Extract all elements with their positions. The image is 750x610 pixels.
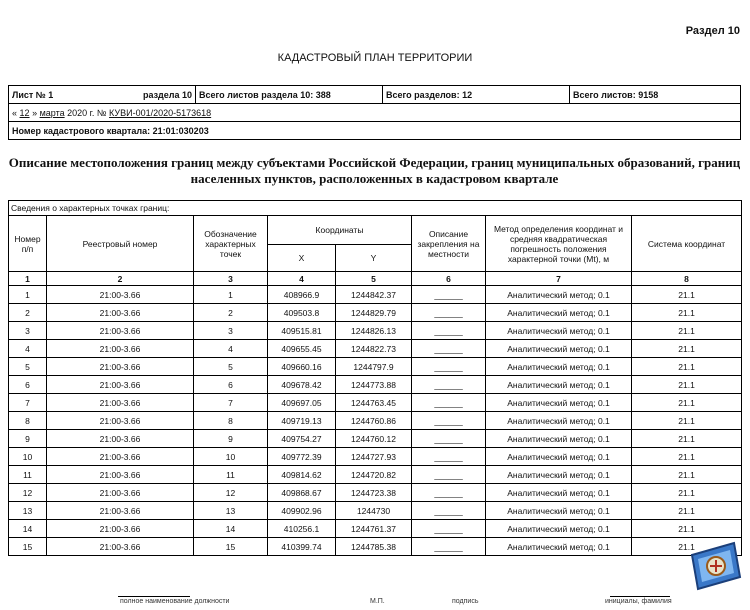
- col-x-header: X: [268, 245, 336, 272]
- coord-system: 21.1: [632, 286, 742, 304]
- column-index: 6: [412, 272, 486, 286]
- method-accuracy: Аналитический метод; 0.1: [486, 538, 632, 556]
- point-label: 12: [194, 484, 268, 502]
- footer-position-label: полное наименование должности: [120, 598, 230, 605]
- registry-number: 21:00-3.66: [47, 520, 194, 538]
- point-label: 5: [194, 358, 268, 376]
- registry-number: 21:00-3.66: [47, 376, 194, 394]
- row-number: 10: [9, 448, 47, 466]
- point-label: 9: [194, 430, 268, 448]
- column-index: 3: [194, 272, 268, 286]
- row-number: 11: [9, 466, 47, 484]
- coord-x: 409697.05: [268, 394, 336, 412]
- number-label: №: [96, 107, 107, 118]
- method-accuracy: Аналитический метод; 0.1: [486, 304, 632, 322]
- table-row: [9, 502, 742, 520]
- date-close-quote: »: [32, 107, 38, 118]
- sheet-number: Лист № 1: [12, 89, 54, 100]
- coord-system: 21.1: [632, 448, 742, 466]
- col-y-header: Y: [336, 245, 412, 272]
- footer-initials-label: инициалы, фамилия: [605, 598, 672, 605]
- col-point-header: Обозначение характерных точек: [194, 216, 268, 272]
- method-accuracy: Аналитический метод; 0.1: [486, 430, 632, 448]
- row-number: 4: [9, 340, 47, 358]
- table-row: [9, 286, 742, 304]
- fixation-description: ______: [412, 358, 486, 376]
- method-accuracy: Аналитический метод; 0.1: [486, 484, 632, 502]
- column-number-row: [9, 272, 742, 286]
- fixation-description: ______: [412, 340, 486, 358]
- column-index: 2: [47, 272, 194, 286]
- coord-x: 409754.27: [268, 430, 336, 448]
- method-accuracy: Аналитический метод; 0.1: [486, 412, 632, 430]
- coord-y: 1244826.13: [336, 322, 412, 340]
- coord-y: 1244842.37: [336, 286, 412, 304]
- coord-x: 409814.62: [268, 466, 336, 484]
- table-row: [9, 484, 742, 502]
- column-index: 5: [336, 272, 412, 286]
- table-row: [9, 448, 742, 466]
- fixation-description: ______: [412, 412, 486, 430]
- coord-x: 409503.8: [268, 304, 336, 322]
- point-label: 8: [194, 412, 268, 430]
- coord-y: 1244723.38: [336, 484, 412, 502]
- date-year: 2020 г.: [67, 107, 95, 118]
- col-coords-header: Координаты: [268, 216, 412, 245]
- coord-x: 409772.39: [268, 448, 336, 466]
- fixation-description: ______: [412, 376, 486, 394]
- table-row: [9, 430, 742, 448]
- row-number: 15: [9, 538, 47, 556]
- method-accuracy: Аналитический метод; 0.1: [486, 520, 632, 538]
- point-label: 6: [194, 376, 268, 394]
- table-caption: Сведения о характерных точках границ:: [9, 201, 742, 216]
- coord-y: 1244730: [336, 502, 412, 520]
- coord-system: 21.1: [632, 322, 742, 340]
- sheet-section: раздела 10: [142, 89, 192, 100]
- row-number: 5: [9, 358, 47, 376]
- coord-x: 409868.67: [268, 484, 336, 502]
- table-row: [9, 340, 742, 358]
- registry-number: 21:00-3.66: [47, 394, 194, 412]
- fixation-description: ______: [412, 286, 486, 304]
- point-label: 13: [194, 502, 268, 520]
- col-method-header: Метод определения координат и средняя квадратическая погрешность положения характерной точки (Mt), м: [486, 216, 632, 272]
- point-label: 3: [194, 322, 268, 340]
- coord-y: 1244727.93: [336, 448, 412, 466]
- table-row: [9, 538, 742, 556]
- col-system-header: Система координат: [632, 216, 742, 272]
- coord-system: 21.1: [632, 430, 742, 448]
- point-label: 4: [194, 340, 268, 358]
- coord-system: 21.1: [632, 358, 742, 376]
- coord-y: 1244785.38: [336, 538, 412, 556]
- fixation-description: ______: [412, 538, 486, 556]
- registry-number: 21:00-3.66: [47, 412, 194, 430]
- registry-number: 21:00-3.66: [47, 322, 194, 340]
- registry-number: 21:00-3.66: [47, 538, 194, 556]
- table-row: [9, 520, 742, 538]
- method-accuracy: Аналитический метод; 0.1: [486, 466, 632, 484]
- method-accuracy: Аналитический метод; 0.1: [486, 358, 632, 376]
- col-desc-header: Описание закрепления на местности: [412, 216, 486, 272]
- date-row: [9, 104, 741, 122]
- method-accuracy: Аналитический метод; 0.1: [486, 502, 632, 520]
- registry-number: 21:00-3.66: [47, 286, 194, 304]
- total-sections: Всего разделов: 12: [383, 86, 570, 104]
- row-number: 1: [9, 286, 47, 304]
- coord-x: 409902.96: [268, 502, 336, 520]
- coord-system: 21.1: [632, 394, 742, 412]
- point-label: 11: [194, 466, 268, 484]
- col-number-header: Номер п/п: [9, 216, 47, 272]
- point-label: 14: [194, 520, 268, 538]
- registry-number: 21:00-3.66: [47, 304, 194, 322]
- coord-system: 21.1: [632, 412, 742, 430]
- coord-y: 1244763.45: [336, 394, 412, 412]
- row-number: 9: [9, 430, 47, 448]
- fixation-description: ______: [412, 466, 486, 484]
- coord-y: 1244797.9: [336, 358, 412, 376]
- table-row: [9, 304, 742, 322]
- footer-signature-label: подпись: [452, 598, 479, 605]
- document-number: КУВИ-001/2020-5173618: [109, 107, 212, 118]
- header-table: [8, 85, 741, 140]
- column-index: 7: [486, 272, 632, 286]
- footer-stamp-label: М.П.: [370, 598, 385, 605]
- watermark-logo-icon: [684, 525, 744, 595]
- date-open-quote: «: [12, 107, 18, 118]
- row-number: 7: [9, 394, 47, 412]
- section-label: Раздел 10: [685, 25, 740, 37]
- fixation-description: ______: [412, 484, 486, 502]
- coord-x: 409515.81: [268, 322, 336, 340]
- registry-number: 21:00-3.66: [47, 430, 194, 448]
- sheet-cell: [9, 86, 196, 104]
- registry-number: 21:00-3.66: [47, 448, 194, 466]
- coord-system: 21.1: [632, 502, 742, 520]
- coord-y: 1244829.79: [336, 304, 412, 322]
- column-index: 1: [9, 272, 47, 286]
- method-accuracy: Аналитический метод; 0.1: [486, 448, 632, 466]
- row-number: 14: [9, 520, 47, 538]
- row-number: 6: [9, 376, 47, 394]
- coord-x: 410256.1: [268, 520, 336, 538]
- column-index: 4: [268, 272, 336, 286]
- coord-y: 1244720.82: [336, 466, 412, 484]
- coord-x: 408966.9: [268, 286, 336, 304]
- point-label: 10: [194, 448, 268, 466]
- row-number: 13: [9, 502, 47, 520]
- coord-x: 409678.42: [268, 376, 336, 394]
- date-month: марта: [39, 107, 65, 118]
- table-row: [9, 412, 742, 430]
- coord-system: 21.1: [632, 520, 742, 538]
- table-row: [9, 322, 742, 340]
- fixation-description: ______: [412, 304, 486, 322]
- coord-system: 21.1: [632, 538, 742, 556]
- fixation-description: ______: [412, 430, 486, 448]
- fixation-description: ______: [412, 322, 486, 340]
- method-accuracy: Аналитический метод; 0.1: [486, 340, 632, 358]
- section-heading: Описание местоположения границ между субъектами Российской Федерации, границ муниципальных образований, границ населенных пунктов, расположенных в кадастровом квартале: [8, 155, 741, 186]
- table-row: [9, 358, 742, 376]
- total-sheets-section: Всего листов раздела 10: 388: [196, 86, 383, 104]
- coord-y: 1244761.37: [336, 520, 412, 538]
- column-index: 8: [632, 272, 742, 286]
- point-label: 7: [194, 394, 268, 412]
- point-label: 2: [194, 304, 268, 322]
- registry-number: 21:00-3.66: [47, 502, 194, 520]
- coord-system: 21.1: [632, 466, 742, 484]
- table-row: [9, 394, 742, 412]
- col-registry-header: Реестровый номер: [47, 216, 194, 272]
- document-title: КАДАСТРОВЫЙ ПЛАН ТЕРРИТОРИИ: [277, 52, 473, 64]
- row-number: 12: [9, 484, 47, 502]
- fixation-description: ______: [412, 502, 486, 520]
- coord-system: 21.1: [632, 304, 742, 322]
- coord-y: 1244760.12: [336, 430, 412, 448]
- method-accuracy: Аналитический метод; 0.1: [486, 394, 632, 412]
- coord-y: 1244760.86: [336, 412, 412, 430]
- coord-x: 409655.45: [268, 340, 336, 358]
- row-number: 8: [9, 412, 47, 430]
- table-row: [9, 376, 742, 394]
- point-label: 1: [194, 286, 268, 304]
- date-day: 12: [19, 107, 30, 118]
- row-number: 2: [9, 304, 47, 322]
- fixation-description: ______: [412, 394, 486, 412]
- fixation-description: ______: [412, 520, 486, 538]
- total-sheets: Всего листов: 9158: [570, 86, 741, 104]
- position-line: [118, 596, 190, 597]
- method-accuracy: Аналитический метод; 0.1: [486, 376, 632, 394]
- coord-system: 21.1: [632, 340, 742, 358]
- registry-number: 21:00-3.66: [47, 358, 194, 376]
- method-accuracy: Аналитический метод; 0.1: [486, 286, 632, 304]
- registry-number: 21:00-3.66: [47, 466, 194, 484]
- coord-x: 409719.13: [268, 412, 336, 430]
- table-row: [9, 466, 742, 484]
- coord-system: 21.1: [632, 376, 742, 394]
- coord-x: 410399.74: [268, 538, 336, 556]
- cadastral-quarter: Номер кадастрового квартала: 21:01:030203: [9, 122, 741, 140]
- coord-system: 21.1: [632, 484, 742, 502]
- registry-number: 21:00-3.66: [47, 340, 194, 358]
- coord-y: 1244773.88: [336, 376, 412, 394]
- coord-y: 1244822.73: [336, 340, 412, 358]
- registry-number: 21:00-3.66: [47, 484, 194, 502]
- method-accuracy: Аналитический метод; 0.1: [486, 322, 632, 340]
- boundary-points-table: [8, 200, 742, 556]
- coord-x: 409660.16: [268, 358, 336, 376]
- point-label: 15: [194, 538, 268, 556]
- initials-line: [610, 596, 670, 597]
- fixation-description: ______: [412, 448, 486, 466]
- row-number: 3: [9, 322, 47, 340]
